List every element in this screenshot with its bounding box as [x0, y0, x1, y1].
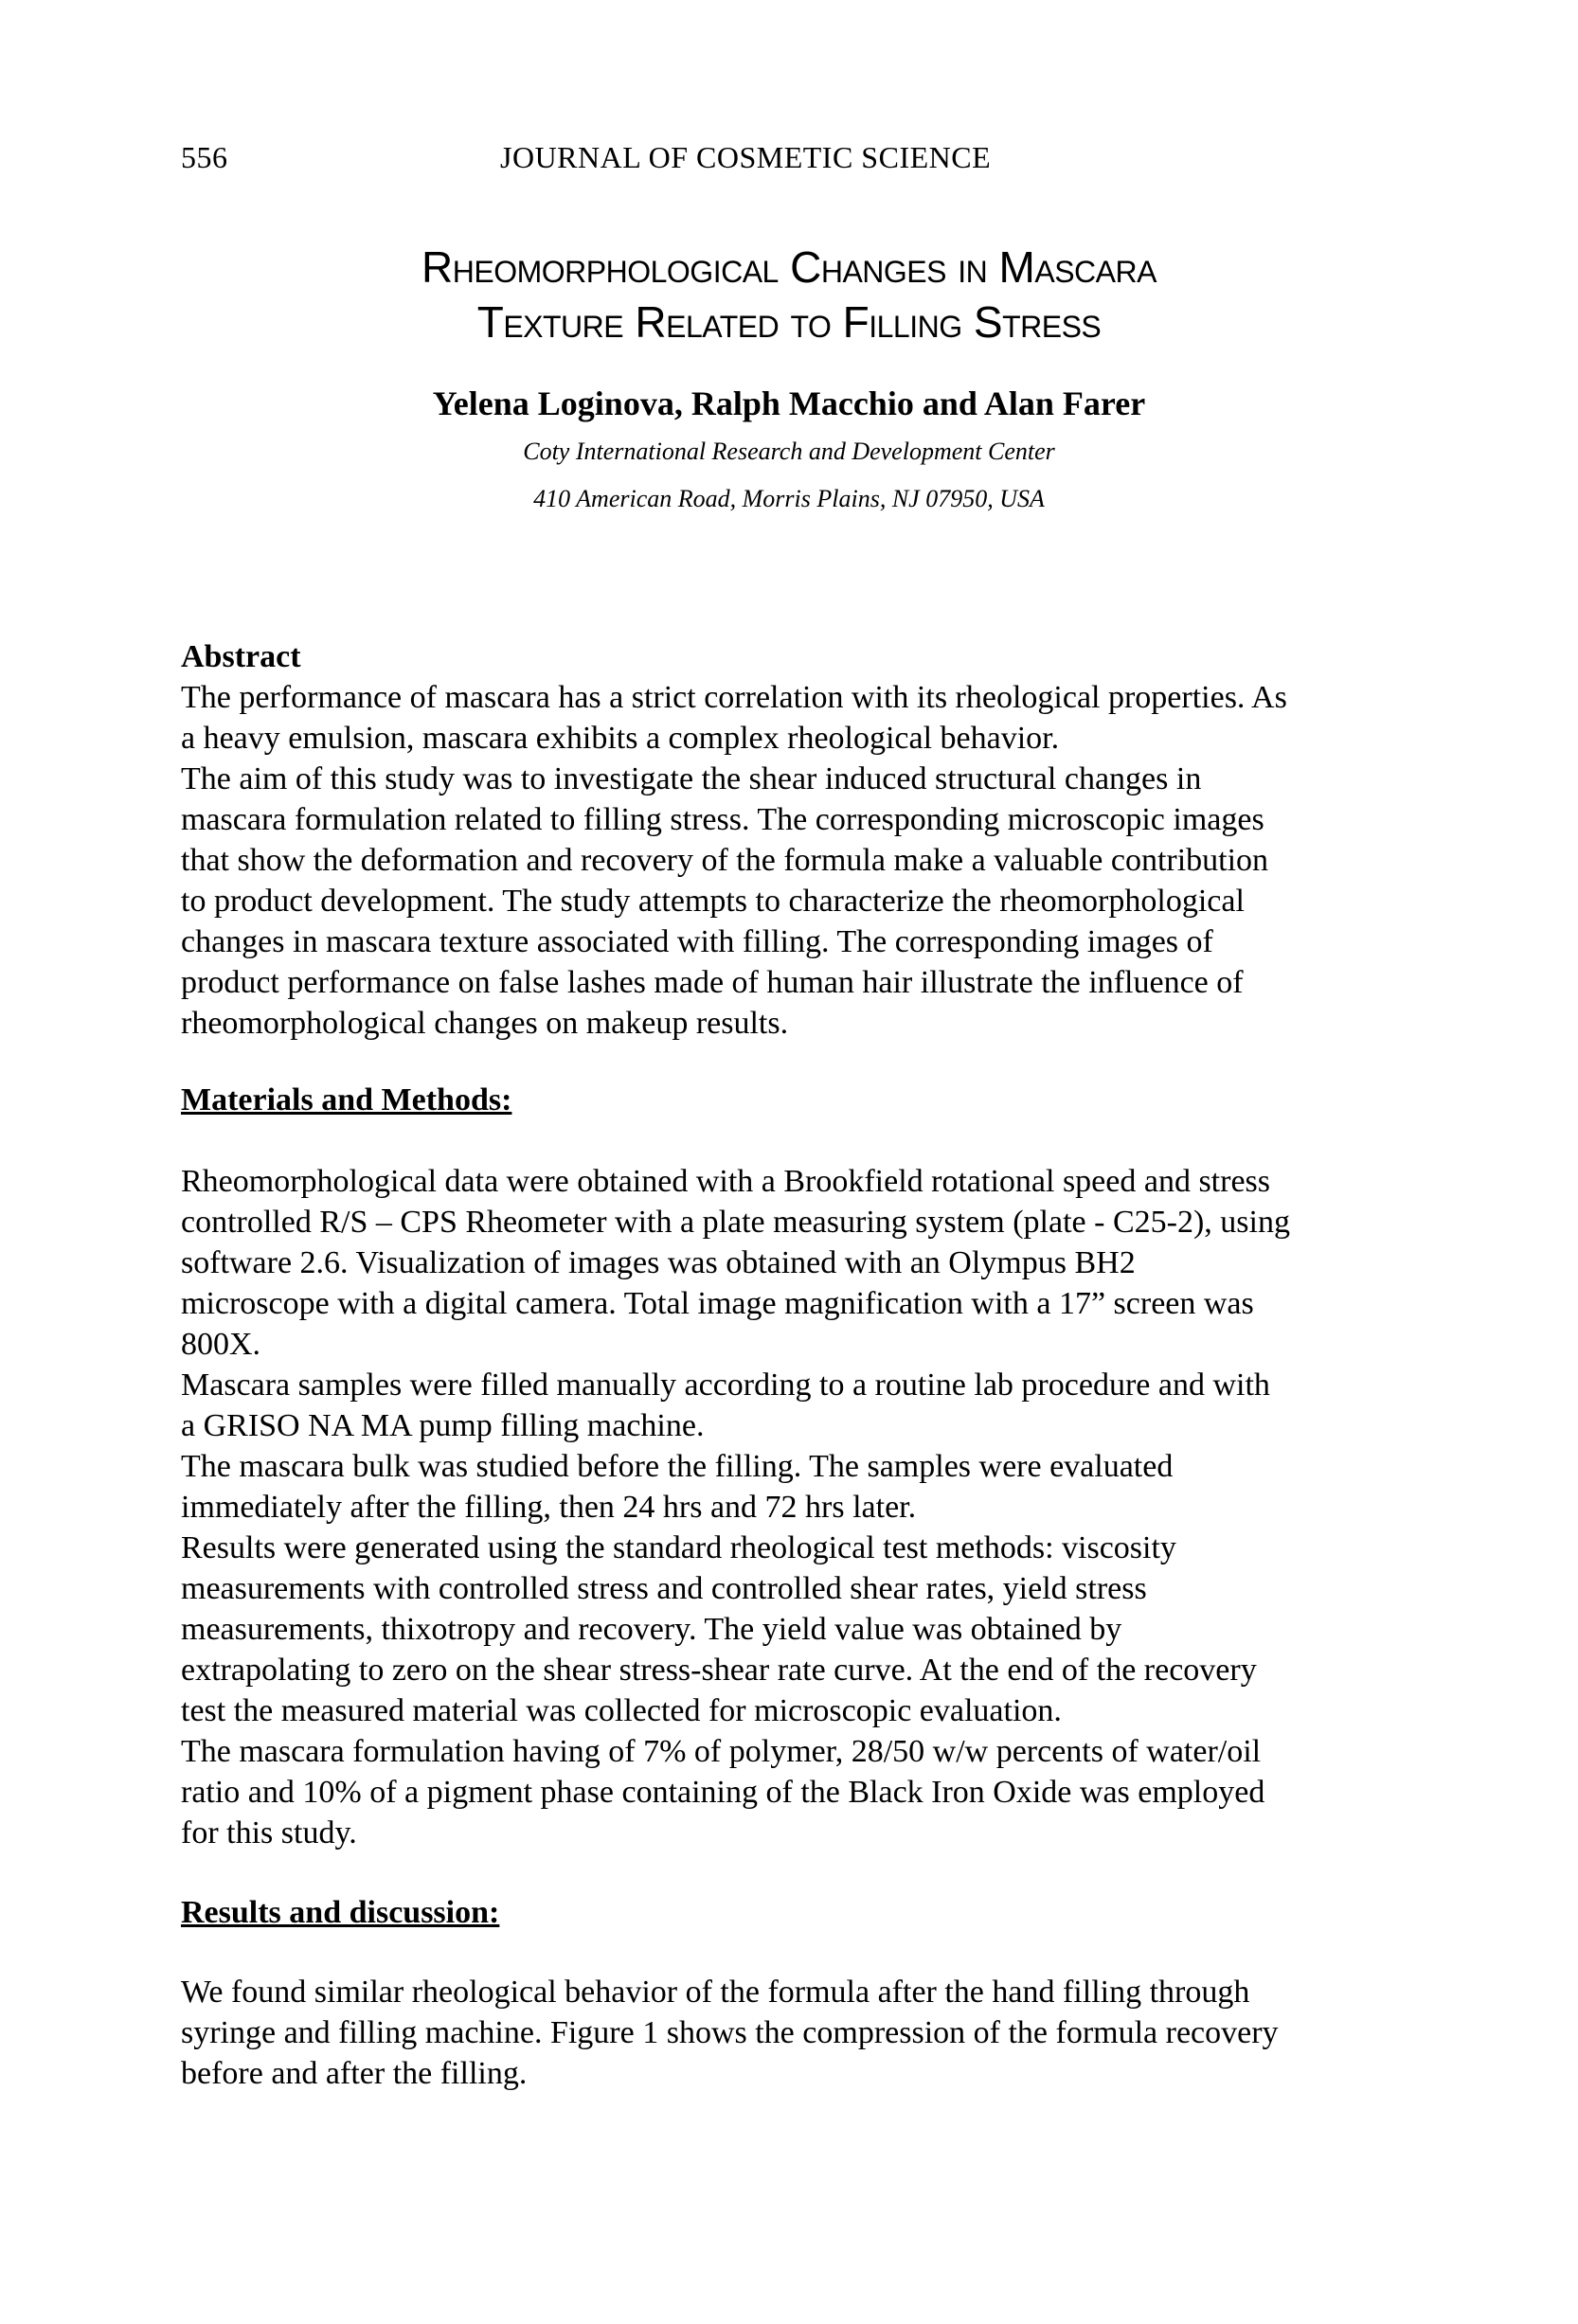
text-line: 800X. [181, 1327, 261, 1362]
text-line: product performance on false lashes made of human hair illustrate the influence of [181, 965, 1244, 1000]
text-line: syringe and filling machine. Figure 1 shows the compression of the formula recovery [181, 2015, 1279, 2050]
text-line: immediately after the filling, then 24 hrs and 72 hrs later. [181, 1490, 917, 1525]
methods-heading: Materials and Methods: [181, 1082, 512, 1117]
page-number: 556 [181, 140, 228, 174]
text-line: changes in mascara texture associated with filling. The corresponding images of [181, 924, 1213, 959]
affiliation-line-1: Coty International Research and Development Center [523, 438, 1055, 465]
text-line: mascara formulation related to filling stress. The corresponding microscopic images [181, 802, 1264, 837]
text-line: Results were generated using the standard rheological test methods: viscosity [181, 1530, 1176, 1565]
text-line: a heavy emulsion, mascara exhibits a complex rheological behavior. [181, 721, 1060, 756]
text-line: The mascara bulk was studied before the filling. The samples were evaluated [181, 1449, 1174, 1484]
text-line: microscope with a digital camera. Total image magnification with a 17” screen was [181, 1286, 1254, 1321]
abstract-body [181, 677, 1287, 1044]
text-line: for this study. [181, 1815, 357, 1850]
text-line: that show the deformation and recovery of the formula make a valuable contribution [181, 843, 1269, 878]
text-line: a GRISO NA MA pump filling machine. [181, 1408, 705, 1443]
text-line: controlled R/S – CPS Rheometer with a plate measuring system (plate - C25-2), using [181, 1205, 1290, 1240]
results-heading: Results and discussion: [181, 1895, 500, 1930]
title-line-1: Rheomorphological Changes in Mascara [421, 242, 1157, 292]
affiliation-line-2: 410 American Road, Morris Plains, NJ 07950, USA [533, 485, 1045, 512]
text-line: rheomorphological changes on makeup results. [181, 1006, 789, 1041]
journal-name: JOURNAL OF COSMETIC SCIENCE [500, 140, 992, 174]
text-line: The mascara formulation having of 7% of polymer, 28/50 w/w percents of water/oil [181, 1734, 1262, 1769]
text-line: software 2.6. Visualization of images was obtained with an Olympus BH2 [181, 1245, 1136, 1280]
text-line: The performance of mascara has a strict correlation with its rheological properties. As [181, 680, 1287, 715]
results-body [181, 1972, 1279, 2094]
text-line: extrapolating to zero on the shear stress-shear rate curve. At the end of the recovery [181, 1653, 1257, 1688]
text-line: The aim of this study was to investigate the shear induced structural changes in [181, 761, 1202, 796]
title-line-2: Texture Related to Filling Stress [476, 297, 1102, 347]
text-line: We found similar rheological behavior of the formula after the hand filling through [181, 1975, 1250, 2010]
text-line: measurements with controlled stress and controlled shear rates, yield stress [181, 1571, 1147, 1606]
text-line: measurements, thixotropy and recovery. The yield value was obtained by [181, 1612, 1122, 1647]
text-line: test the measured material was collected for microscopic evaluation. [181, 1693, 1062, 1728]
abstract-heading: Abstract [181, 639, 301, 674]
text-line: before and after the filling. [181, 2056, 528, 2091]
text-line: Mascara samples were filled manually according to a routine lab procedure and with [181, 1368, 1270, 1403]
methods-body [181, 1161, 1290, 1853]
authors: Yelena Loginova, Ralph Macchio and Alan Farer [432, 384, 1146, 422]
text-line: ratio and 10% of a pigment phase containing of the Black Iron Oxide was employed [181, 1775, 1265, 1810]
text-line: Rheomorphological data were obtained with a Brookfield rotational speed and stress [181, 1164, 1271, 1199]
text-line: to product development. The study attempts to characterize the rheomorphological [181, 884, 1245, 919]
